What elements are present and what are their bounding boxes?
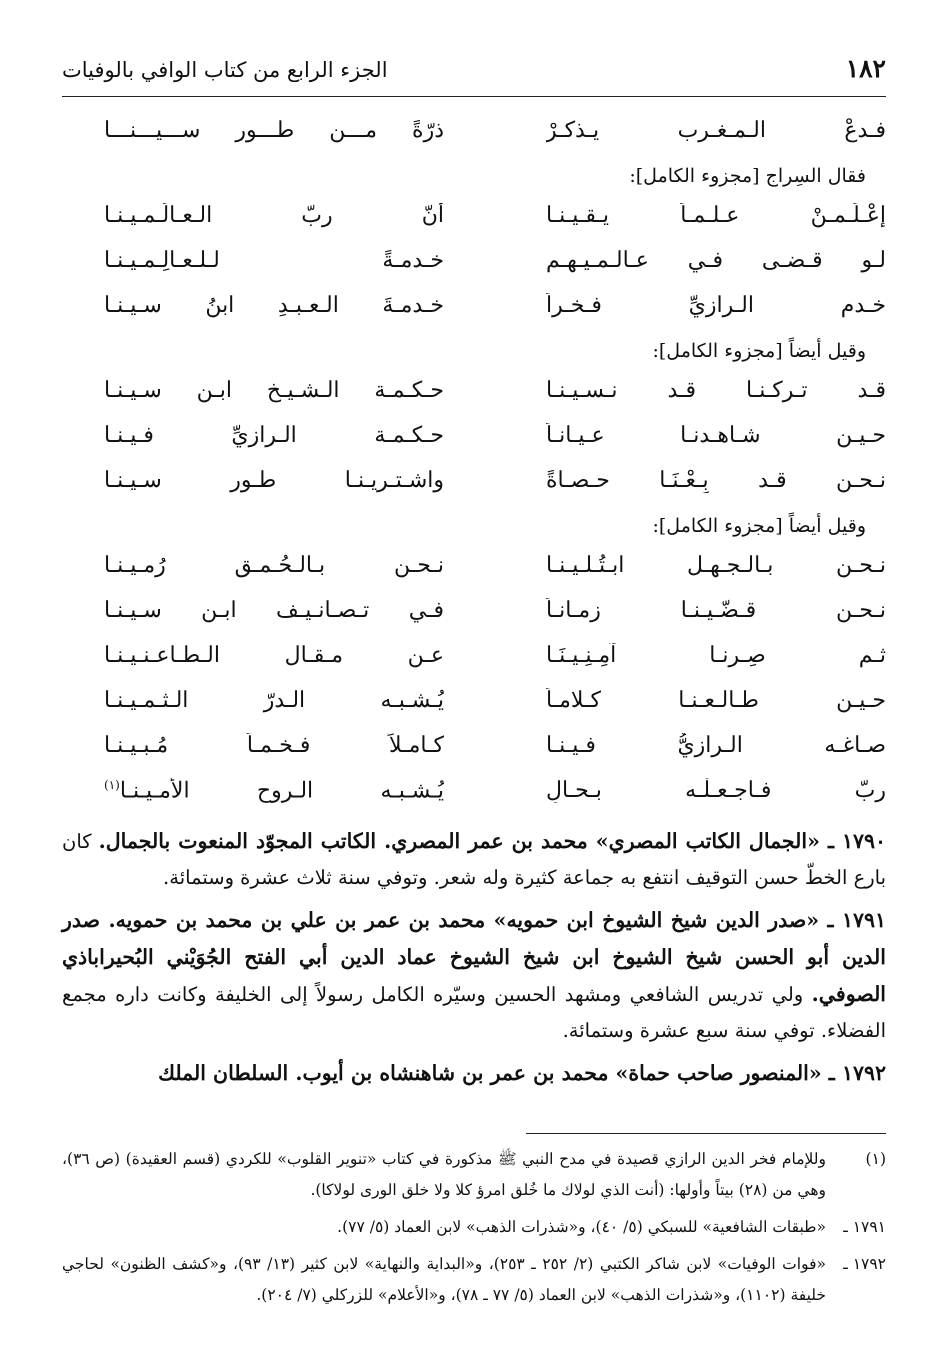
entry-heading: «المنصور صاحب حماة» محمد بن عمر بن شاهنشاه بن أيوب. السلطان الملك (158, 1061, 822, 1085)
footnote (62, 1144, 886, 1206)
poem-intro: فقال السِراج [مجزوء الكامل]: (629, 165, 866, 187)
verse-line (62, 287, 886, 332)
entry-1792: ١٧٩٢ ـ «المنصور صاحب حماة» محمد بن عمر بن شاهنشاه بن أيوب. السلطان الملك (158, 1061, 886, 1085)
verse-second-hemistich-text: يُـشـبـه الـروح الأمـيـنـا (119, 778, 444, 804)
footnote-reference[interactable]: (١) (104, 778, 120, 792)
verse-first-hemistich: لـو قـضـى فـي عـالـمـيـهـم (546, 248, 886, 273)
footnote-label: ١٧٩١ ـ (843, 1218, 886, 1236)
verse-second-hemistich: ذرّةً مـــن طـــور ســـيـــنـــا (104, 118, 444, 143)
verse-line (62, 417, 886, 462)
footnote (62, 1249, 886, 1311)
verse-second-hemistich: أنّ ربّ الـعـالَـمـيـنـا (104, 203, 444, 228)
verse-first-hemistich: حـيـن شـاهـدنـا عـيـانـاً (546, 423, 886, 448)
verse-second-hemistich: فـي تـصـانـيـف ابـن سـيـنـا (104, 598, 444, 623)
verse-first-hemistich: ربّ فـاجـعـلْـه بـحـالٍ (546, 778, 886, 803)
footnotes (62, 1144, 886, 1317)
verse-line (62, 242, 886, 287)
entry-body: كان بارع الخطّ حسن التوقيف انتفع به جماعة كثيرة وله شعر. وتوفي سنة ثلاث عشرة وستمائة. (62, 830, 886, 889)
verse-line (62, 372, 886, 417)
verse-second-hemistich: يُـشـبـه الـدرّ الـثـمـيـنـا (104, 688, 444, 713)
entry-number: ١٧٩٢ (841, 1061, 886, 1085)
verse-first-hemistich: نـحـن بـالـجـهـل ابـتُـلـيـنـا (546, 553, 886, 578)
verse-line (62, 682, 886, 727)
footnote-rule (526, 1133, 886, 1134)
entry-1791: ١٧٩١ ـ «صدر الدين شيخ الشيوخ ابن حمويه» محمد بن عمر بن علي بن محمد بن حمويه. صدر الدين أبو الحسن شيخ الشيوخ ابن شيخ الشيوخ عماد الدين أبي الفتح الجُوَيْني البُحيراباذي الصوفي. ولي تدريس الشافعي ومشهد الحسين وسيّره الكامل رسولاً إلى الخليفة وكانت داره مجمع الفضلاء. توفي سنة سبع عشرة وستمائة. (62, 908, 887, 1042)
poem-intro: وقيل أيضاً [مجزوء الكامل]: (652, 515, 866, 537)
verse-first-hemistich: خـدم الـرازيِّ فـخـراً (546, 293, 886, 318)
verse-line (62, 772, 886, 817)
verse-second-hemistich: خـدمـةَ الـعـبـدِ ابنُ سـيـنـا (104, 293, 444, 318)
verse-first-hemistich: ثـم صِـرنـا آمِـنِـيـنَـا (546, 643, 886, 668)
verse-line (62, 197, 886, 242)
page-body (62, 112, 886, 1092)
verse-line (62, 547, 886, 592)
footnote-text: «طبقات الشافعية» للسبكي (٥/ ٤٠)، و«شذرات الذهب» لابن العماد (٥/ ٧٧). (337, 1218, 826, 1236)
entry-body: ولي تدريس الشافعي ومشهد الحسين وسيّره الكامل رسولاً إلى الخليفة وكانت داره مجمع الفضلاء. توفي سنة سبع عشرة وستمائة. (62, 983, 886, 1042)
entry-number: ١٧٩١ (841, 908, 886, 932)
verse-second-hemistich: حـكـمـة الـشـيـخ ابـن سـيـنـا (104, 378, 444, 403)
verse-line (62, 462, 886, 507)
entry-heading: «الجمال الكاتب المصري» محمد بن عمر المصري. الكاتب المجوّد المنعوت بالجمال. (98, 829, 820, 853)
verse-second-hemistich: حـكـمـة الـرازيِّ فـيـنـا (104, 423, 444, 448)
verse-first-hemistich: نـحـن قـد بِـعْـنَـا حـصـاةً (546, 468, 886, 493)
verse-second-hemistich: نـحـن بـالـحُـمـق رُمـيـنـا (104, 553, 444, 578)
verse-line (62, 637, 886, 682)
entry-heading: «صدر الدين شيخ الشيوخ ابن حمويه» محمد بن عمر بن علي بن محمد بن حمويه. صدر الدين أبو الحسن شيخ الشيوخ ابن شيخ الشيوخ عماد الدين أبي الفتح الجُوَيْني البُحيراباذي الصوفي. (62, 908, 887, 1006)
verse-first-hemistich: حـيـن طـالـعـنـا كـلامـاً (546, 688, 886, 713)
verse-line (62, 727, 886, 772)
verse-first-hemistich: صـاغـه الـرازيُّ فـيـنـا (546, 733, 886, 758)
page-header (62, 54, 886, 94)
footnote-text: وللإمام فخر الدين الرازي قصيدة في مدح النبي ﷺ مذكورة في كتاب «تنوير القلوب» للكردي (قسم العقيدة) (ص ٣٦)، وهي من (٢٨) بيتاً وأولها: (أنت الذي لولاك ما خُلق امرؤ كلا ولا خلق الورى لولاكا). (62, 1150, 826, 1199)
entry-number: ١٧٩٠ (841, 829, 887, 853)
entry-1790: ١٧٩٠ ـ «الجمال الكاتب المصري» محمد بن عمر المصري. الكاتب المجوّد المنعوت بالجمال. كان بارع الخطّ حسن التوقيف انتفع به جماعة كثيرة وله شعر. وتوفي سنة ثلاث عشرة وستمائة. (62, 829, 887, 889)
verse-first-hemistich: قـد تـركـنـا قـد نـسـيـنـا (546, 378, 886, 403)
running-title: الجزء الرابع من كتاب الوافي بالوفيات (62, 58, 388, 82)
verse-second-hemistich: خـدمـةً لـلـعـالِـمـيـنـا (104, 248, 444, 273)
verse-line (62, 112, 886, 157)
verse-first-hemistich: نـحـن قـضّـيـنـا زمـانـاً (546, 598, 886, 623)
poem-intro: وقيل أيضاً [مجزوء الكامل]: (652, 340, 866, 362)
verse-second-hemistich: واشـتـريـنـا طـور سـيـنـا (104, 468, 444, 493)
verse-second-hemistich: عـن مـقـال الـطـاعـنـيـنـا (104, 643, 444, 668)
footnote (62, 1212, 886, 1243)
footnote-label: (١) (865, 1150, 886, 1168)
header-rule (62, 96, 886, 97)
verse-line (62, 592, 886, 637)
verse-first-hemistich: إِعْـلَـمـنْ عـلـمـاً يـقـيـنـا (546, 203, 886, 228)
page-number: ١٨٢ (845, 54, 886, 83)
footnote-label: ١٧٩٢ ـ (843, 1255, 886, 1273)
verse-second-hemistich (104, 778, 444, 803)
verse-first-hemistich: فـدعْ الـمـغـرب يـذكـرْ (546, 118, 886, 143)
footnote-text: «فوات الوفيات» لابن شاكر الكتبي (٢/ ٢٥٢ ـ ٢٥٣)، و«البداية والنهاية» لابن كثير (١٣/ ٩٣)، و«كشف الظنون» لحاجي خليفة (١١٠٢)، و«شذرات الذهب» لابن العماد (٥/ ٧٧ ـ ٧٨)، و«الأعلام» للزركلي (٧/ ٢٠٤). (62, 1255, 826, 1304)
verse-second-hemistich: كـامـلاً فـخـمـاً مُـبـيـنـا (104, 733, 444, 758)
